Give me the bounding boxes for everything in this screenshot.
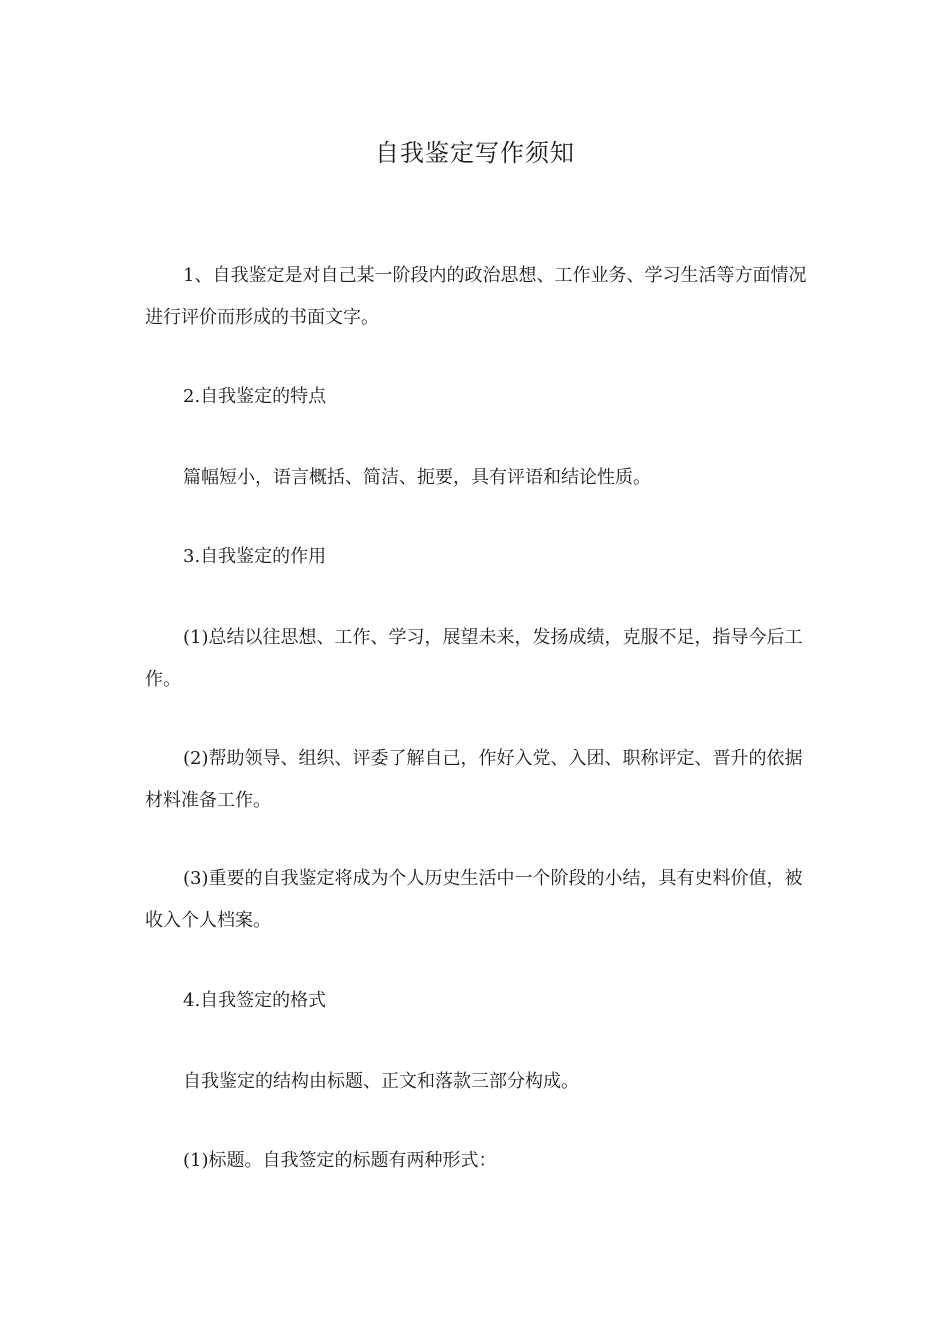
paragraph-definition: 1、自我鉴定是对自己某一阶段内的政治思想、工作业务、学习生活等方面情况进行评价而形成的书面文字。 xyxy=(145,265,807,328)
paragraph-format-title: (1)标题。自我签定的标题有两种形式： xyxy=(183,1150,497,1171)
heading-characteristics: 2.自我鉴定的特点 xyxy=(183,386,327,407)
heading-function: 3.自我鉴定的作用 xyxy=(183,546,327,567)
paragraph-function-2: (2)帮助领导、组织、评委了解自己，作好入党、入团、职称评定、晋升的依据材料准备工作。 xyxy=(145,748,803,811)
paragraph-format-structure: 自我鉴定的结构由标题、正文和落款三部分构成。 xyxy=(183,1071,579,1092)
document-title: 自我鉴定写作须知 xyxy=(375,139,575,167)
heading-format: 4.自我签定的格式 xyxy=(183,990,327,1011)
paragraph-function-3: (3)重要的自我鉴定将成为个人历史生活中一个阶段的小结，具有史料价值，被收入个人档案。 xyxy=(145,868,803,931)
paragraph-characteristics: 篇幅短小，语言概括、简洁、扼要，具有评语和结论性质。 xyxy=(183,467,651,488)
paragraph-function-1: (1)总结以往思想、工作、学习，展望未来，发扬成绩，克服不足，指导今后工作。 xyxy=(145,627,803,690)
